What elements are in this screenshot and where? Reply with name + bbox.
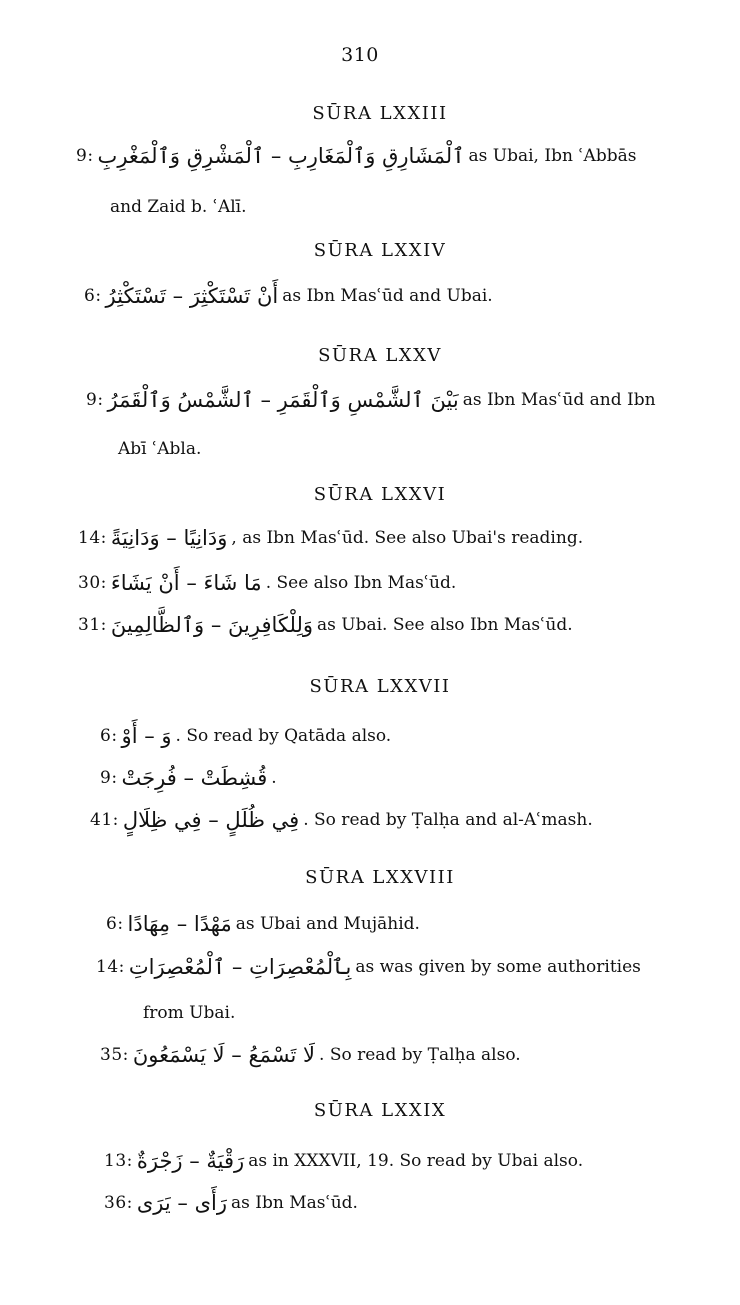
arabic-reading: أَنْ تَسْتَكْثِرَ – تَسْتَكْثِرُ (105, 284, 279, 308)
arabic-reading: وَلِلْكَافِرِينَ – وَٱلظَّالِمِينَ (110, 613, 313, 637)
verse-number: 31: (78, 615, 107, 635)
section-heading: SŪRA LXXVIII (305, 867, 455, 888)
verse-number: 14: (96, 957, 125, 977)
verse-number: 13: (104, 1151, 133, 1171)
arabic-reading: بَيْنَ ٱلشَّمْسِ وَٱلْقَمَرِ – ٱلشَّمْسُ وَٱلْقَمَرُ (107, 388, 459, 412)
variant-note: as Ubai and Mujāhid. (235, 914, 420, 934)
verse-number: 9: (76, 146, 94, 166)
verse-number: 14: (78, 528, 107, 548)
variant-note: . So read by Qatāda also. (175, 726, 392, 746)
variant-entry (90, 808, 593, 833)
arabic-reading: وَ – أَوْ (121, 724, 172, 748)
variant-entry (78, 613, 573, 638)
variant-entry (104, 1149, 583, 1174)
verse-number: 9: (100, 768, 118, 788)
section-heading: SŪRA LXXV (318, 345, 442, 366)
variant-entry (100, 724, 391, 749)
arabic-reading: مَهْدًا – مِهَادًا (127, 912, 232, 936)
variant-entry (86, 388, 656, 413)
section-heading: SŪRA LXXIV (313, 240, 447, 261)
variant-note: as Ibn Masʿūd and Ibn (462, 390, 656, 410)
variant-note: . So read by Ṭalḥa and al-Aʿmash. (303, 810, 593, 830)
section-heading: SŪRA LXXIX (313, 1100, 447, 1121)
variant-note: as Ibn Masʿūd. (231, 1193, 358, 1213)
variant-entry (100, 766, 277, 791)
verse-number: 6: (106, 914, 124, 934)
verse-number: 9: (86, 390, 104, 410)
variant-note: , as Ibn Masʿūd. See also Ubai's reading. (231, 528, 584, 548)
variant-note: . (271, 768, 277, 788)
variant-note: . See also Ibn Masʿūd. (265, 573, 457, 593)
variant-note: as Ibn Masʿūd and Ubai. (282, 286, 493, 306)
variant-note: as Ubai. See also Ibn Masʿūd. (316, 615, 573, 635)
variant-note: as Ubai, Ibn ʿAbbās (468, 146, 637, 166)
arabic-reading: رَأَى – يَرَى (136, 1191, 227, 1215)
variant-entry (76, 144, 636, 169)
variant-note: as was given by some authorities (355, 957, 641, 977)
verse-number: 6: (100, 726, 118, 746)
arabic-reading: وَدَانِيًا – وَدَانِيَةً (110, 526, 228, 550)
section-heading: SŪRA LXXIII (312, 103, 448, 124)
variant-entry (84, 284, 493, 309)
variant-entry (96, 955, 641, 980)
variant-entry (78, 526, 583, 551)
verse-number: 41: (90, 810, 119, 830)
entry-continuation: from Ubai. (143, 1003, 236, 1023)
verse-number: 36: (104, 1193, 133, 1213)
variant-note: as in XXXVII, 19. So read by Ubai also. (248, 1151, 584, 1171)
section-heading: SŪRA LXXVI (313, 484, 447, 505)
verse-number: 30: (78, 573, 107, 593)
arabic-reading: قُشِطَتْ – فُرِجَتْ (121, 766, 268, 790)
arabic-reading: مَا شَاءَ – أَنْ يَشَاءَ (110, 571, 262, 595)
arabic-reading: فِي ظُلَلٍ – فِي ظِلَالٍ (122, 808, 300, 832)
variant-entry (100, 1043, 521, 1068)
entry-continuation: and Zaid b. ʿAlī. (110, 197, 247, 217)
arabic-reading: لَا تَسْمَعُ – لَا يَسْمَعُونَ (132, 1043, 316, 1067)
verse-number: 6: (84, 286, 102, 306)
entry-continuation: Abī ʿAbla. (118, 439, 202, 459)
verse-number: 35: (100, 1045, 129, 1065)
variant-entry (106, 912, 420, 937)
arabic-reading: بِٱلْمُعْصِرَاتِ – ٱلْمُعْصِرَاتِ (128, 955, 352, 979)
arabic-reading: ٱلْمَشَارِقِ وَٱلْمَغَارِبِ – ٱلْمَشْرِقِ وَٱلْمَغْرِبِ (97, 144, 465, 168)
arabic-reading: رَقْيَةٌ – زَجْرَةٌ (136, 1149, 245, 1173)
section-heading: SŪRA LXXVII (309, 676, 451, 697)
variant-entry (78, 571, 456, 596)
page-number: 310 (341, 44, 379, 66)
variant-entry (104, 1191, 358, 1216)
variant-note: . So read by Ṭalḥa also. (319, 1045, 521, 1065)
